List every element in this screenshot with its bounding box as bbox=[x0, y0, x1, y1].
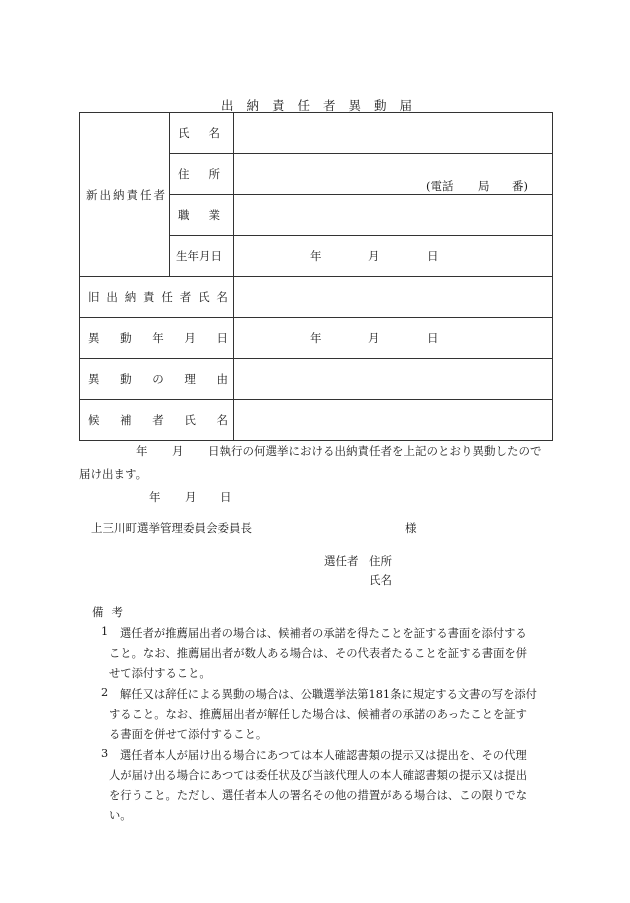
new-treasurer-group-label: 新出納責任者 bbox=[80, 113, 170, 277]
occupation-label: 職 業 bbox=[170, 195, 234, 236]
address-label: 住 所 bbox=[170, 154, 234, 195]
note-1-line-2: こと。なお、推薦届出者が数人ある場合は、その代表者たることを証する書面を併 bbox=[109, 647, 527, 660]
note-3-line-2: 人が届け出る場合にあつては委任状及び当該代理人の本人確認書類の提示又は提出 bbox=[109, 769, 527, 782]
former-treasurer-name-label: 旧 出 納 責 任 者 氏 名 bbox=[80, 277, 234, 318]
row-change-date bbox=[80, 318, 553, 359]
note-2-number: 2 bbox=[101, 686, 109, 699]
notes-title: 備考 bbox=[92, 605, 131, 619]
address-field[interactable] bbox=[234, 154, 553, 195]
occupation-field[interactable] bbox=[234, 195, 553, 236]
change-date-label: 異 動 年 月 日 bbox=[80, 318, 234, 359]
statement-line-2: 届け出ます。 bbox=[79, 467, 148, 481]
note-3-line-4: い。 bbox=[109, 809, 132, 822]
sender-role: 選任者 bbox=[324, 554, 359, 568]
candidate-name-field[interactable] bbox=[234, 400, 553, 441]
former-treasurer-name-field[interactable] bbox=[234, 277, 553, 318]
note-1-number: 1 bbox=[101, 625, 109, 638]
change-date-field[interactable]: 年 月 日 bbox=[234, 318, 553, 359]
note-3-line-1: 選任者本人が届け出る場合にあつては本人確認書類の提示又は提出を、その代理 bbox=[120, 749, 527, 762]
honorific: 様 bbox=[405, 521, 417, 535]
birthdate-label: 生年月日 bbox=[170, 236, 234, 277]
change-notification-form bbox=[79, 112, 553, 441]
note-3-line-3: を行うこと。ただし、選任者本人の署名その他の措置がある場合は、この限りでな bbox=[109, 789, 527, 802]
candidate-name-label: 候 補 者 氏 名 bbox=[80, 400, 234, 441]
note-2-line-2: すること。なお、推薦届出者が解任した場合は、候補者の承諾のあったことを証す bbox=[109, 708, 527, 721]
sender-name-label: 氏名 bbox=[369, 573, 392, 587]
sender-address-label: 住所 bbox=[369, 554, 392, 568]
statement-year: 年 bbox=[136, 444, 148, 458]
row-former-name bbox=[80, 277, 553, 318]
sign-date-day: 日 bbox=[220, 490, 232, 504]
birthdate-field[interactable]: 年 月 日 bbox=[234, 236, 553, 277]
statement-line-1: 日執行の何選挙における出納責任者を上記のとおり異動したので bbox=[208, 444, 542, 458]
phone-placeholder: (電話 局 番) bbox=[426, 179, 528, 193]
row-new-name bbox=[80, 113, 553, 154]
statement-month: 月 bbox=[172, 444, 184, 458]
note-1-line-1: 選任者が推薦届出者の場合は、候補者の承諾を得たことを証する書面を添付する bbox=[120, 627, 527, 640]
sign-date-year: 年 bbox=[149, 490, 161, 504]
change-reason-label: 異 動 の 理 由 bbox=[80, 359, 234, 400]
change-reason-field[interactable] bbox=[234, 359, 553, 400]
sign-date-month: 月 bbox=[185, 490, 197, 504]
note-3-number: 3 bbox=[101, 747, 109, 760]
row-reason bbox=[80, 359, 553, 400]
row-candidate bbox=[80, 400, 553, 441]
name-label: 氏 名 bbox=[170, 113, 234, 154]
document-title: 出納責任者異動届 bbox=[220, 98, 425, 113]
note-2-line-3: る書面を併せて添付すること。 bbox=[109, 728, 268, 741]
note-1-line-3: せて添付すること。 bbox=[109, 667, 211, 680]
addressee: 上三川町選挙管理委員会委員長 bbox=[91, 521, 252, 535]
note-2-line-1: 解任又は辞任による異動の場合は、公職選挙法第181条に規定する文書の写を添付 bbox=[120, 688, 537, 701]
name-field[interactable] bbox=[234, 113, 553, 154]
